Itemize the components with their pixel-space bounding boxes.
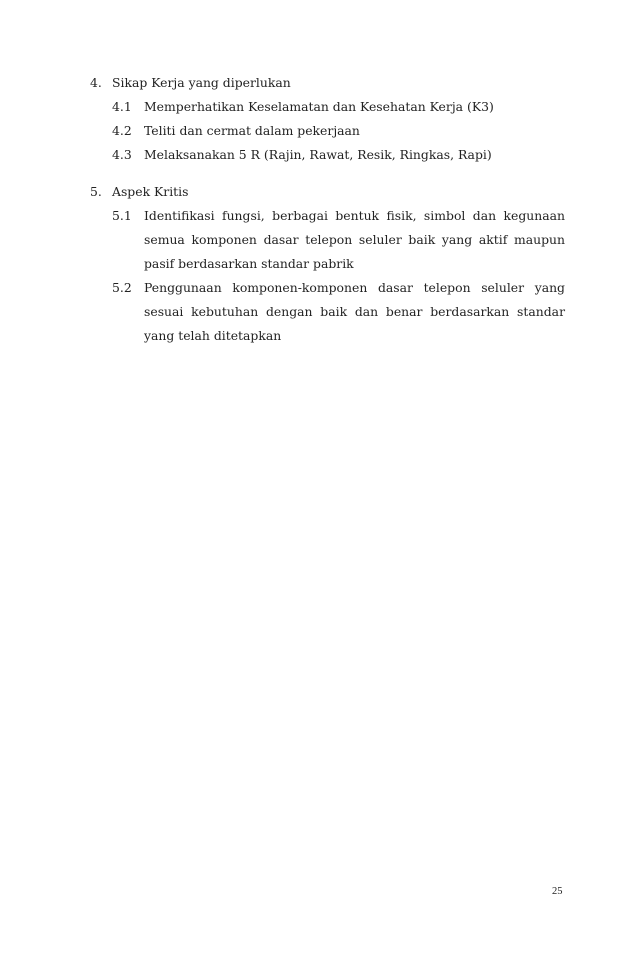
item-number: 4.3 [112,147,132,162]
item-number: 5.1 [112,208,132,223]
section-title: Aspek Kritis [112,184,189,199]
section-number: 5. [90,184,102,199]
item-number: 5.2 [112,280,132,295]
page-number: 25 [552,886,563,897]
list-item [112,204,565,276]
item-text: Memperhatikan Keselamatan dan Kesehatan Kerja (K3) [144,99,494,114]
list-item [112,276,565,348]
section-title: Sikap Kerja yang diperlukan [112,75,291,90]
item-text: Melaksanakan 5 R (Rajin, Rawat, Resik, Ringkas, Rapi) [144,147,492,162]
item-text: Penggunaan komponen-komponen dasar telepon seluler yang sesuai kebutuhan dengan baik dan benar berdasarkan standar yang telah ditetapkan [144,280,565,343]
section-heading [90,180,565,204]
section-aspek-kritis [90,180,565,348]
section-heading [90,71,565,95]
item-number: 4.2 [112,123,132,138]
item-text: Teliti dan cermat dalam pekerjaan [144,123,360,138]
item-text: Identifikasi fungsi, berbagai bentuk fisik, simbol dan kegunaan semua komponen dasar telepon seluler baik yang aktif maupun pasif berdasarkan standar pabrik [144,208,565,271]
list-item [112,95,565,119]
section-number: 4. [90,75,102,90]
section-sikap-kerja [90,71,565,167]
item-number: 4.1 [112,99,132,114]
list-item [112,119,565,143]
list-item [112,143,565,167]
